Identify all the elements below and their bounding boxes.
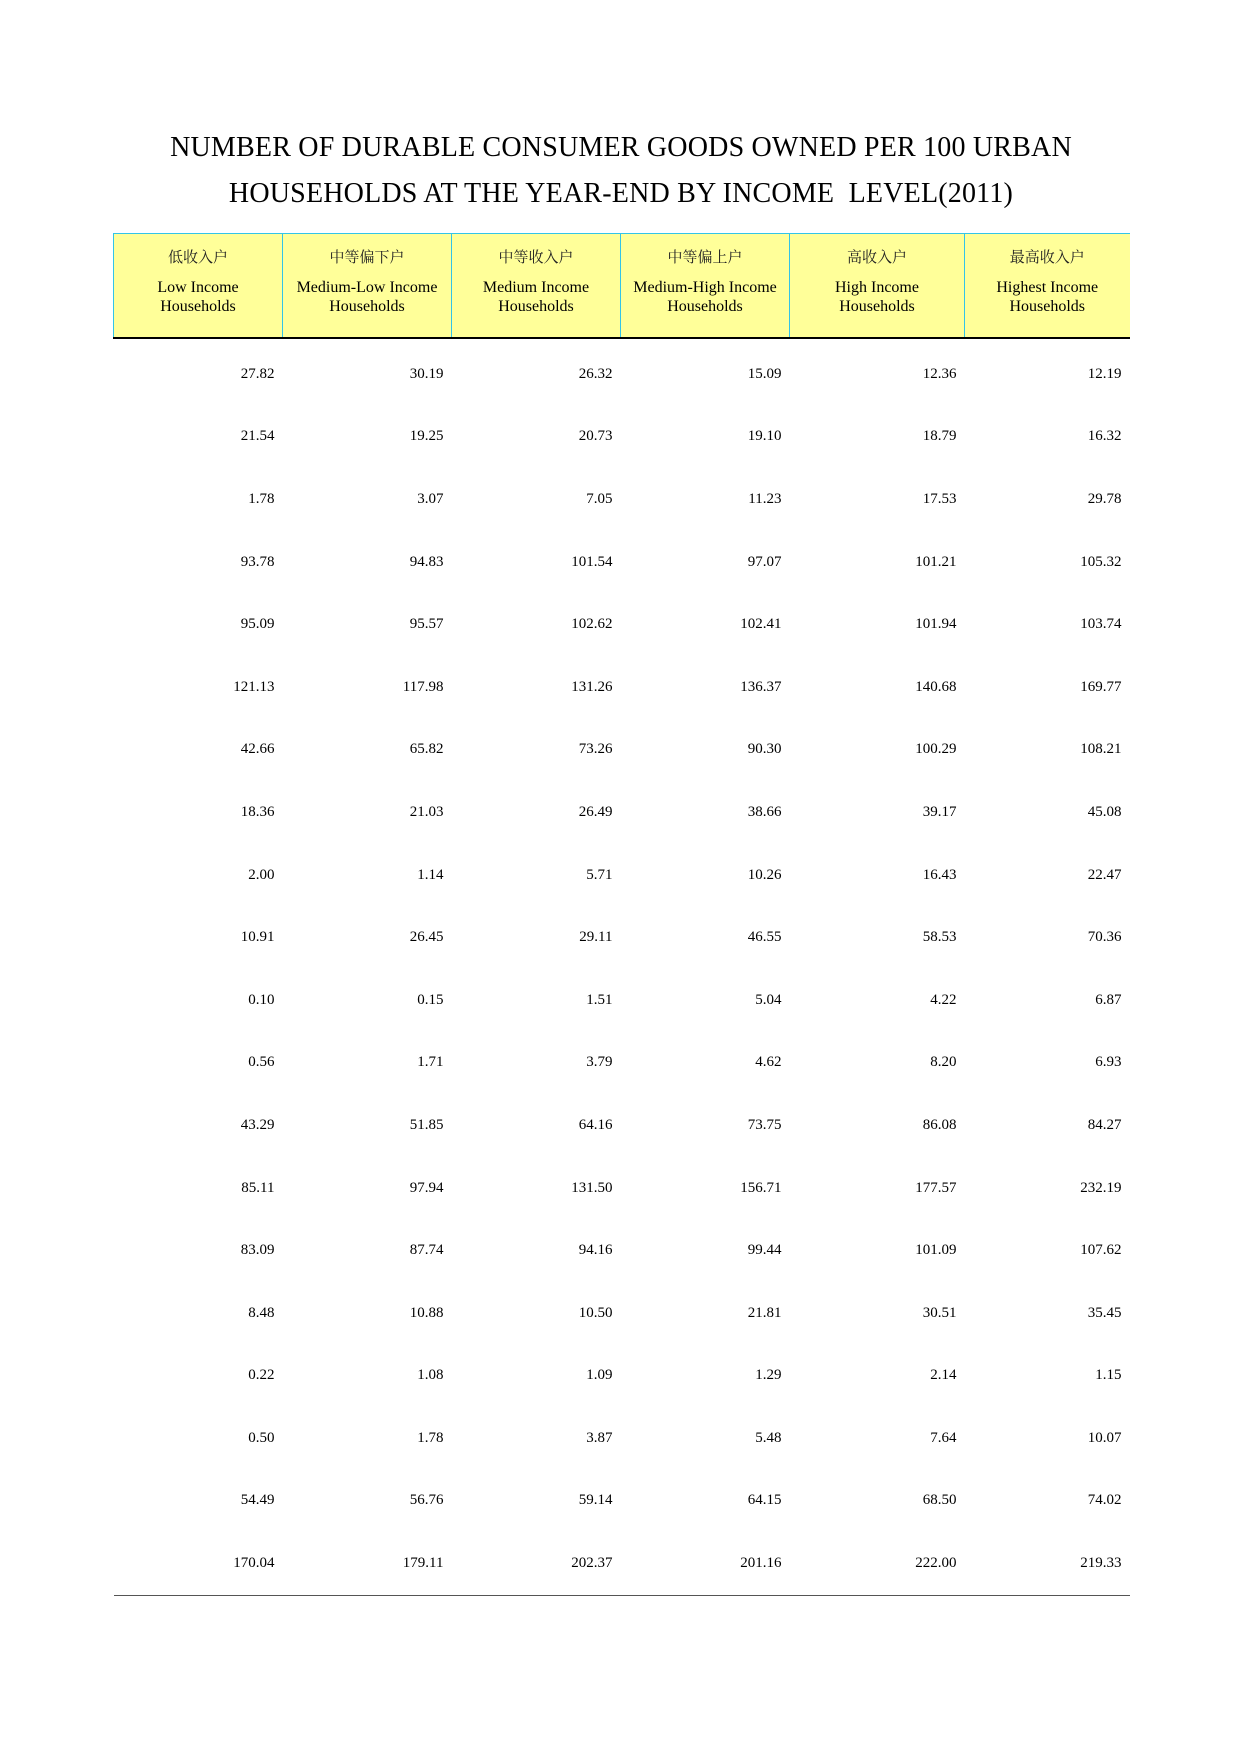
table-cell: 17.53	[922, 490, 957, 507]
table-cell: 97.07	[747, 553, 782, 570]
table-row	[114, 1282, 1130, 1345]
table-cell: 101.09	[915, 1242, 957, 1259]
table-cell: 56.76	[409, 1492, 444, 1509]
table-row	[114, 593, 1130, 656]
table-cell: 18.79	[922, 428, 957, 445]
column-header-zh: 中等收入户	[498, 248, 574, 266]
table-cell: 131.50	[571, 1179, 613, 1196]
table-cell: 1.78	[248, 490, 275, 507]
table-cell: 73.26	[578, 741, 613, 758]
table-cell: 45.08	[1087, 803, 1122, 820]
table-cell: 1.14	[417, 866, 444, 883]
column-header-medium-low-income	[283, 234, 452, 339]
column-header-low-income	[114, 234, 283, 339]
table-cell: 94.16	[578, 1242, 613, 1259]
page-title	[113, 125, 1129, 217]
table-cell: 0.22	[248, 1367, 275, 1384]
table-cell: 16.43	[922, 866, 957, 883]
table-cell: 64.16	[578, 1116, 613, 1133]
column-header-zh: 最高收入户	[1009, 248, 1085, 266]
table-cell: 42.66	[240, 741, 275, 758]
table-cell: 0.10	[248, 991, 275, 1008]
table-cell: 35.45	[1087, 1304, 1122, 1321]
table-cell: 2.00	[248, 866, 275, 883]
column-header-en	[621, 278, 789, 316]
table-cell: 8.20	[930, 1054, 957, 1071]
table-cell: 83.09	[240, 1242, 275, 1259]
column-header-zh: 高收入户	[846, 248, 907, 266]
table-cell: 117.98	[402, 678, 444, 695]
table-row	[114, 338, 1130, 406]
column-header-en	[114, 278, 282, 316]
table-row	[114, 468, 1130, 531]
table-row	[114, 1219, 1130, 1282]
table-cell: 21.81	[747, 1304, 782, 1321]
table-cell: 10.88	[409, 1304, 444, 1321]
table-cell: 10.26	[747, 866, 782, 883]
table-cell: 12.19	[1087, 365, 1122, 382]
table-header	[114, 234, 1130, 339]
table-cell: 94.83	[409, 553, 444, 570]
column-header-en-line2: Households	[160, 298, 236, 315]
column-header-zh: 中等偏下户	[329, 248, 405, 266]
table-row	[114, 406, 1130, 469]
table-cell: 26.32	[578, 365, 613, 382]
table-cell: 30.19	[409, 365, 444, 382]
table-cell: 201.16	[621, 1532, 790, 1595]
table-cell: 11.23	[748, 490, 782, 507]
table-cell: 6.93	[1095, 1054, 1122, 1071]
table-row	[114, 844, 1130, 907]
table-cell: 16.32	[1087, 428, 1122, 445]
table-body	[114, 338, 1130, 1595]
table-row	[114, 906, 1130, 969]
table-cell: 7.64	[930, 1429, 957, 1446]
table-cell: 29.78	[1087, 490, 1122, 507]
column-header-zh: 低收入户	[167, 248, 228, 266]
column-header-en-line1: Highest Income	[996, 279, 1099, 296]
table-row	[114, 1032, 1130, 1095]
title-line-1: NUMBER OF DURABLE CONSUMER GOODS OWNED PER 100 URBAN	[170, 132, 1072, 163]
table-cell: 3.79	[586, 1054, 613, 1071]
table-cell: 103.74	[1080, 616, 1122, 633]
table-row	[114, 969, 1130, 1032]
table-cell: 30.51	[922, 1304, 957, 1321]
table-cell: 102.41	[740, 616, 782, 633]
table-cell: 10.50	[578, 1304, 613, 1321]
table-cell: 179.11	[283, 1532, 452, 1595]
table-cell: 3.87	[586, 1429, 613, 1446]
table-row	[114, 1345, 1130, 1408]
table-cell: 19.10	[747, 428, 782, 445]
table-cell: 74.02	[1087, 1492, 1122, 1509]
column-header-medium-high-income	[621, 234, 790, 339]
table-cell: 219.33	[965, 1532, 1130, 1595]
table-cell: 4.22	[930, 991, 957, 1008]
table-cell: 15.09	[747, 365, 782, 382]
table-cell: 64.15	[747, 1492, 782, 1509]
table-cell: 7.05	[586, 490, 613, 507]
table-cell: 8.48	[248, 1304, 275, 1321]
table-row	[114, 656, 1130, 719]
table-cell: 39.17	[922, 803, 957, 820]
table-cell: 65.82	[409, 741, 444, 758]
table-row	[114, 531, 1130, 594]
table-cell: 43.29	[240, 1116, 275, 1133]
table-cell: 95.57	[409, 616, 444, 633]
table-cell: 97.94	[409, 1179, 444, 1196]
column-header-en-line2: Households	[1009, 298, 1086, 315]
table-cell: 101.94	[915, 616, 957, 633]
column-header-highest-income	[965, 234, 1130, 339]
table-row	[114, 1407, 1130, 1470]
table-cell: 1.15	[1095, 1367, 1122, 1384]
table-cell: 101.54	[571, 553, 613, 570]
table-row	[114, 781, 1130, 844]
column-header-en-line2: Households	[329, 298, 405, 315]
table-cell: 156.71	[740, 1179, 782, 1196]
table-row	[114, 719, 1130, 782]
table-row	[114, 1157, 1130, 1220]
table-cell: 102.62	[571, 616, 613, 633]
table-cell: 46.55	[747, 929, 782, 946]
column-header-en	[790, 278, 964, 316]
table-cell: 90.30	[747, 741, 782, 758]
column-header-en-line1: Medium-Low Income	[296, 279, 438, 296]
table-cell: 5.71	[586, 866, 613, 883]
table-cell: 6.87	[1095, 991, 1122, 1008]
table-cell: 4.62	[755, 1054, 782, 1071]
table-cell: 68.50	[922, 1492, 957, 1509]
table-cell: 107.62	[1080, 1242, 1122, 1259]
table-cell: 38.66	[747, 803, 782, 820]
table-cell: 2.14	[930, 1367, 957, 1384]
column-header-en	[283, 278, 451, 316]
column-header-en-line2: Households	[498, 298, 574, 315]
table-cell: 1.71	[417, 1054, 444, 1071]
durable-goods-table	[113, 233, 1130, 1596]
table-cell: 86.08	[922, 1116, 957, 1133]
table-cell: 1.08	[417, 1367, 444, 1384]
table-cell: 21.54	[240, 428, 275, 445]
table-cell: 87.74	[409, 1242, 444, 1259]
column-header-en-line2: Households	[839, 298, 915, 315]
table-cell: 12.36	[922, 365, 957, 382]
table-cell: 202.37	[452, 1532, 621, 1595]
table-cell: 27.82	[240, 365, 275, 382]
column-header-en-line2: Households	[667, 298, 743, 315]
table-cell: 54.49	[240, 1492, 275, 1509]
table-cell: 136.37	[740, 678, 782, 695]
table-cell: 108.21	[1080, 741, 1122, 758]
table-cell: 232.19	[1080, 1179, 1122, 1196]
table-cell: 20.73	[578, 428, 613, 445]
column-header-high-income	[790, 234, 965, 339]
table-cell: 170.04	[114, 1532, 283, 1595]
title-line-2: HOUSEHOLDS AT THE YEAR-END BY INCOME LEVEL(2011)	[228, 178, 1014, 209]
table-cell: 1.29	[755, 1367, 782, 1384]
table-cell: 10.91	[240, 929, 275, 946]
column-header-en-line1: Medium Income	[482, 279, 590, 296]
table-cell: 1.78	[417, 1429, 444, 1446]
table-cell: 177.57	[915, 1179, 957, 1196]
table-cell: 140.68	[915, 678, 957, 695]
table-row	[114, 1532, 1130, 1595]
table-row	[114, 1094, 1130, 1157]
column-header-en	[965, 278, 1130, 316]
table-cell: 73.75	[747, 1116, 782, 1133]
table-row	[114, 1470, 1130, 1533]
table-cell: 100.29	[915, 741, 957, 758]
table-cell: 26.49	[578, 803, 613, 820]
table-cell: 84.27	[1087, 1116, 1122, 1133]
table-cell: 70.36	[1087, 929, 1122, 946]
table-cell: 85.11	[241, 1179, 275, 1196]
table-cell: 0.15	[417, 991, 444, 1008]
column-header-en	[452, 278, 620, 316]
table-cell: 19.25	[409, 428, 444, 445]
column-header-en-line1: Low Income	[157, 279, 239, 296]
table-cell: 93.78	[240, 553, 275, 570]
table-cell: 26.45	[409, 929, 444, 946]
table-cell: 1.51	[586, 991, 613, 1008]
table-cell: 1.09	[586, 1367, 613, 1384]
table-cell: 169.77	[1080, 678, 1122, 695]
table-cell: 51.85	[409, 1116, 444, 1133]
column-header-zh: 中等偏上户	[667, 248, 743, 266]
column-header-en-line1: Medium-High Income	[633, 279, 777, 296]
table-cell: 59.14	[578, 1492, 613, 1509]
table-cell: 21.03	[409, 803, 444, 820]
column-header-medium-income	[452, 234, 621, 339]
table-cell: 95.09	[240, 616, 275, 633]
table-cell: 5.04	[755, 991, 782, 1008]
table-cell: 0.50	[248, 1429, 275, 1446]
table-cell: 131.26	[571, 678, 613, 695]
table-cell: 3.07	[417, 490, 444, 507]
table-cell: 101.21	[915, 553, 957, 570]
column-header-en-line1: High Income	[835, 279, 919, 296]
table-cell: 105.32	[1080, 553, 1122, 570]
table-cell: 10.07	[1087, 1429, 1122, 1446]
table-cell: 121.13	[233, 678, 275, 695]
table-cell: 58.53	[922, 929, 957, 946]
table-cell: 18.36	[240, 803, 275, 820]
table-cell: 99.44	[747, 1242, 782, 1259]
header-row	[114, 234, 1130, 339]
table-cell: 222.00	[790, 1532, 965, 1595]
table-cell: 0.56	[248, 1054, 275, 1071]
table-cell: 5.48	[755, 1429, 782, 1446]
table-cell: 29.11	[579, 929, 613, 946]
table-cell: 22.47	[1087, 866, 1122, 883]
data-table-container	[113, 233, 1129, 1596]
